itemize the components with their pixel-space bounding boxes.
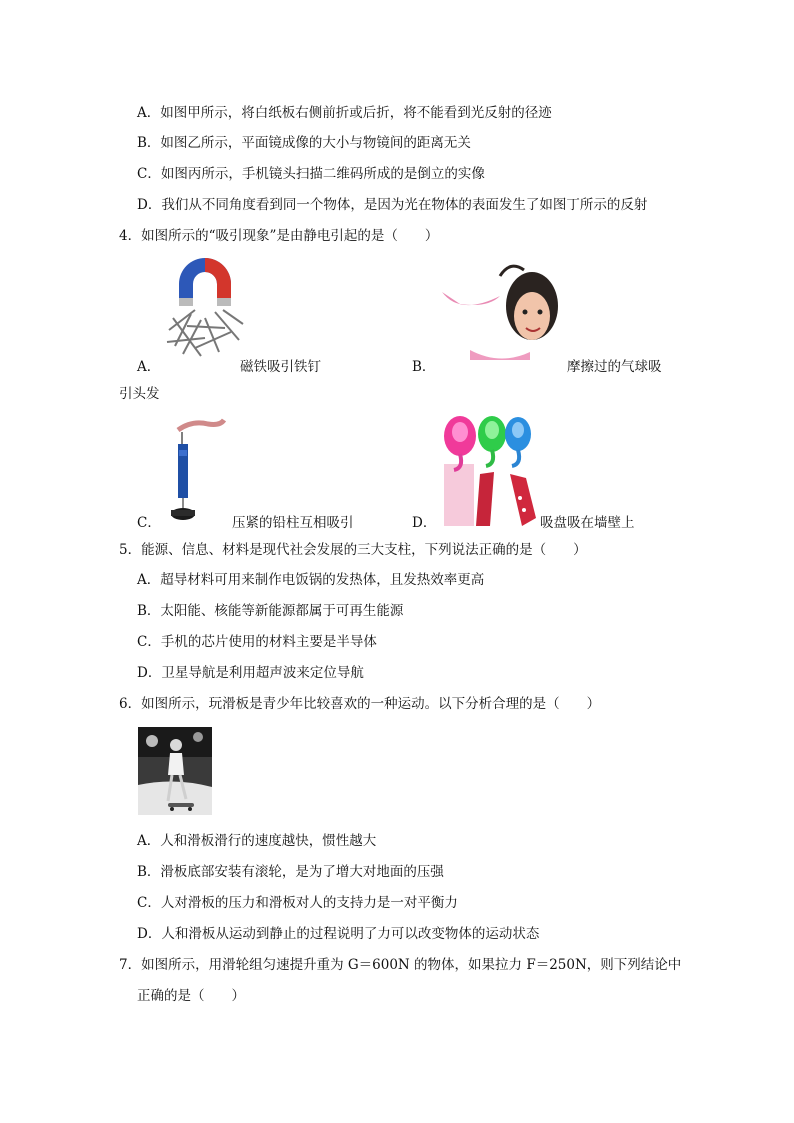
q7-stem: 7．如图所示，用滑轮组匀速提升重为 G＝600N 的物体，如果拉力 F＝250N，则下列结论中 <box>119 957 682 973</box>
q4-option-b-text: 摩擦过的气球吸 <box>567 359 662 375</box>
q5-option-a: A．超导材料可用来制作电饭锅的发热体，且发热效率更高 <box>137 572 485 588</box>
q3-option-d: D．我们从不同角度看到同一个物体，是因为光在物体的表面发生了如图丁所示的反射 <box>137 197 648 213</box>
q4-option-a-letter: A． <box>137 359 161 375</box>
q7-stem-cont: 正确的是（ ） <box>137 988 245 1004</box>
suction-cups-image <box>440 414 542 526</box>
q3-option-a: A．如图甲所示，将白纸板右侧前折或后折，将不能看到光反射的径迹 <box>137 105 552 121</box>
q3-option-b: B．如图乙所示，平面镜成像的大小与物镜间的距离无关 <box>137 135 471 151</box>
q5-option-c: C．手机的芯片使用的材料主要是半导体 <box>137 634 377 650</box>
q4-option-a-text: 磁铁吸引铁钉 <box>240 359 321 375</box>
balloon-hair-image <box>440 256 565 360</box>
q4-option-d-letter: D． <box>412 515 437 531</box>
q4-option-b-letter: B． <box>412 359 436 375</box>
q5-stem: 5．能源、信息、材料是现代社会发展的三大支柱，下列说法正确的是（ ） <box>119 542 587 558</box>
magnet-nails-image <box>165 258 245 360</box>
q6-option-a: A．人和滑板滑行的速度越快，惯性越大 <box>137 833 377 849</box>
q6-stem: 6．如图所示，玩滑板是青少年比较喜欢的一种运动。以下分析合理的是（ ） <box>119 696 601 712</box>
q4-stem: 4．如图所示的“吸引现象”是由静电引起的是（ ） <box>119 228 439 244</box>
q3-option-c: C．如图丙所示，手机镜头扫描二维码所成的是倒立的实像 <box>137 166 485 182</box>
q4-option-c-letter: C． <box>137 515 161 531</box>
q4-option-b-text-cont: 引头发 <box>119 386 160 402</box>
q5-option-d: D．卫星导航是利用超声波来定位导航 <box>137 665 364 681</box>
q6-option-b: B．滑板底部安装有滚轮，是为了增大对地面的压强 <box>137 864 444 880</box>
q4-option-d-text: 吸盘吸在墙壁上 <box>540 515 635 531</box>
q4-option-c-text: 压紧的铅柱互相吸引 <box>232 515 354 531</box>
lead-cylinder-image <box>168 416 228 526</box>
skateboard-photo <box>138 727 212 815</box>
q5-option-b: B．太阳能、核能等新能源都属于可再生能源 <box>137 603 404 619</box>
q6-option-c: C．人对滑板的压力和滑板对人的支持力是一对平衡力 <box>137 895 458 911</box>
q6-option-d: D．人和滑板从运动到静止的过程说明了力可以改变物体的运动状态 <box>137 926 540 942</box>
